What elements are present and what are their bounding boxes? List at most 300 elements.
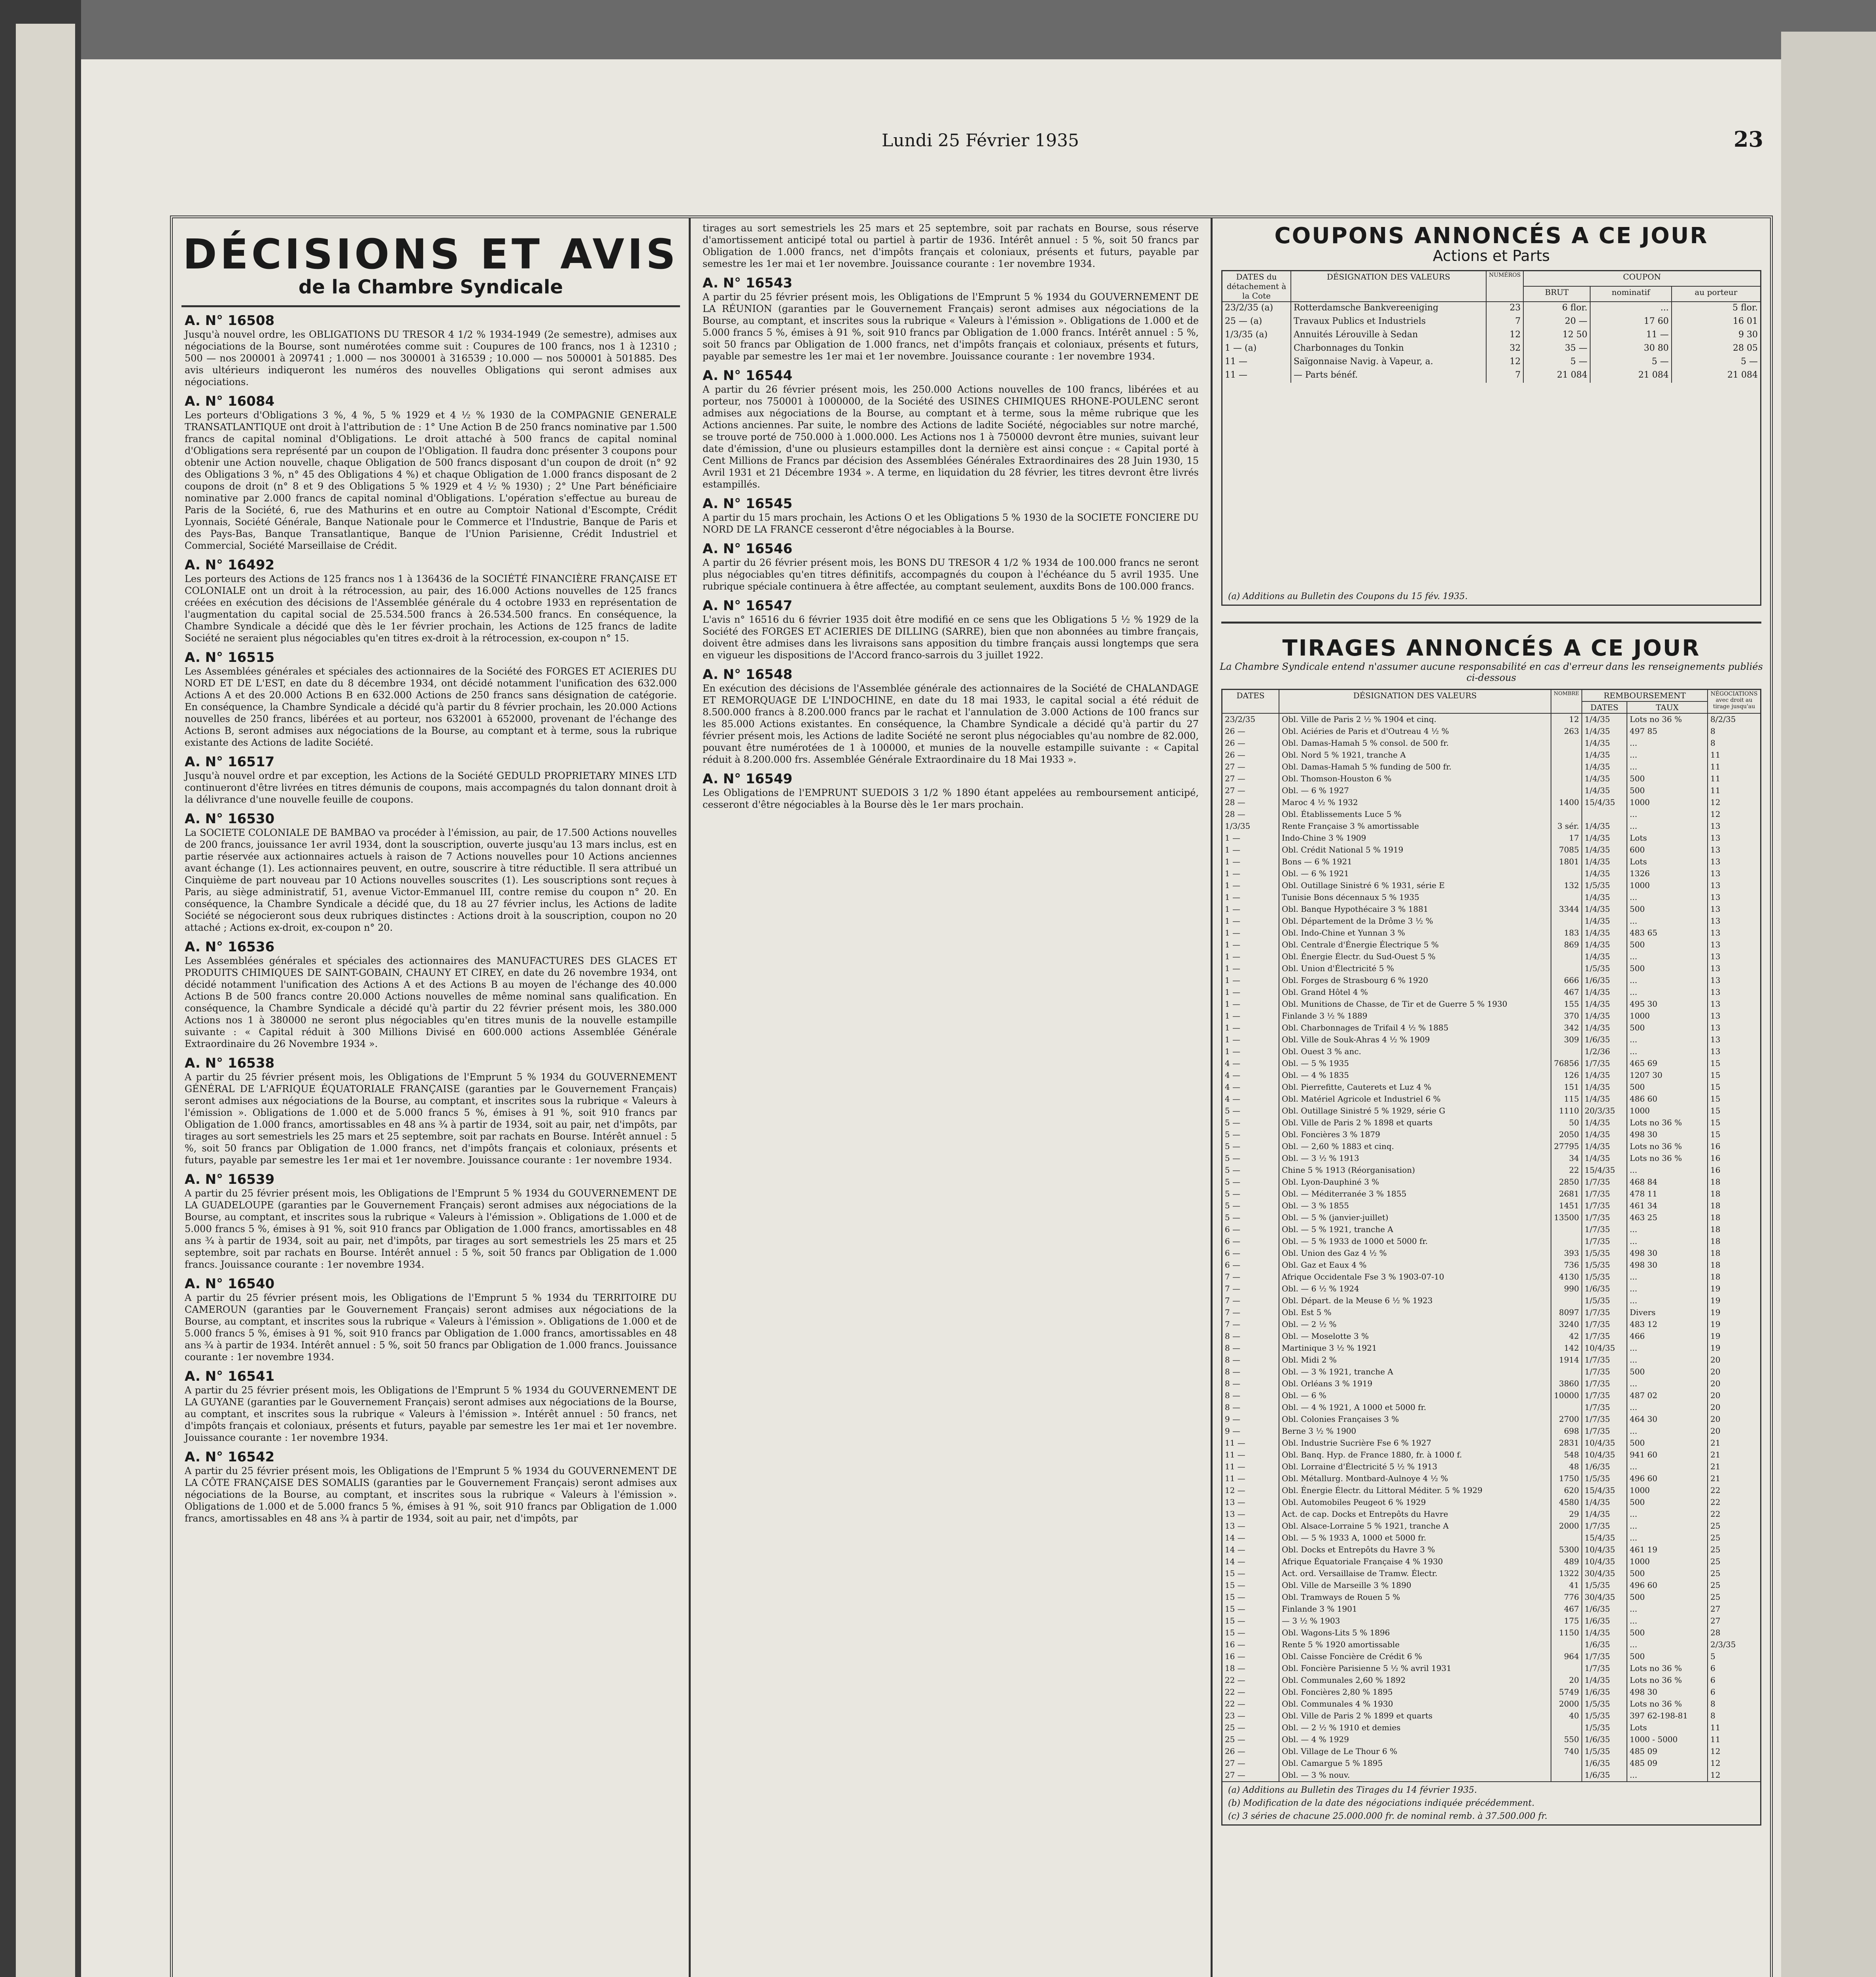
tirage-cell-rdate: 1/4/35 <box>1582 915 1627 927</box>
tirage-cell-nombre: 1914 <box>1551 1354 1582 1366</box>
tirage-cell-nego: 21 <box>1708 1473 1760 1485</box>
tirage-cell-rdate: 10/4/35 <box>1582 1544 1627 1556</box>
tirage-cell-nombre: 17 <box>1551 832 1582 844</box>
tirage-cell-date: 26 — <box>1225 738 1245 748</box>
decisions-title: DÉCISIONS ET AVIS <box>183 230 679 278</box>
tirage-cell-nombre: 13500 <box>1551 1212 1582 1224</box>
tirage-cell-nombre: 666 <box>1551 975 1582 987</box>
tirage-cell-taux: 496 60 <box>1627 1580 1708 1591</box>
tirage-cell-nombre <box>1551 809 1582 820</box>
tirage-cell-date: 11 — <box>1225 1462 1245 1471</box>
tirage-cell-taux: 1000 <box>1627 1556 1708 1568</box>
tirage-cell-taux: Lots no 36 % <box>1627 1153 1708 1164</box>
page-number: 23 <box>1733 127 1763 152</box>
tirage-cell-nego: 13 <box>1708 963 1760 975</box>
tirage-cell-nego: 20 <box>1708 1354 1760 1366</box>
column-decisions <box>173 218 691 1977</box>
tirage-row <box>1222 726 1760 737</box>
tirage-cell-rdate: 1/7/35 <box>1582 1200 1627 1212</box>
tirage-cell-name: Tunisie Bons décennaux 5 % 1935 <box>1279 892 1551 903</box>
tirage-cell-nombre: 5749 <box>1551 1686 1582 1698</box>
tirage-cell-name: Obl. Ville de Paris 2 % 1899 et quarts <box>1279 1710 1551 1722</box>
tirage-cell-name: Afrique Occidentale Fse 3 % 1903-07-10 <box>1279 1271 1551 1283</box>
coupon-cell-num: 32 <box>1486 342 1523 356</box>
tirage-cell-taux: ... <box>1627 749 1708 761</box>
tirage-cell-nego: 18 <box>1708 1259 1760 1271</box>
notice-text: A partir du 25 février présent mois, les Obligations de l'Emprunt 5 % 1934 du GOUVERNEMENT DE LA CÔTE FRANÇAISE DES SOMALIS (garanties par le Gouvernement Français) seront admises aux négociations de la Bourse, au comptant, et inscrites sous la rubrique « Valeurs à l'émission ». Obligations de 1.000 et de 5.000 francs 5 %, émises à 91 %, soit 910 francs par Obligation de 1.000 francs, amortissables en 48 ans ¾ à partir de 1934, soit au pair, net d'impôts, par <box>185 1465 677 1524</box>
column-tables <box>1213 218 1770 1977</box>
notice-text: Les porteurs d'Obligations 3 %, 4 %, 5 % 1929 et 4 ½ % 1930 de la COMPAGNIE GENERALE TRANSATLANTIQUE ont droit à l'attribution de : 1° Une Action B de 250 francs nominative par 1.500 francs de capital nominal d'Obligations. Le droit attaché à 500 francs de capital nominal d'Obligations sera représenté par un coupon de l'Obligation. Il faudra donc présenter 3 coupons pour obtenir une Action nouvelle, chaque Obligation de 500 francs disposant d'un coupon de droit (n° 92 des Obligations 3 %, n° 45 des Obligations 4 %) et chaque Obligation de 1.000 francs disposant de 2 coupons de droit (n° 8 et 9 des Obligations 5 % 1929 et 4 ½ % 1930) ; 2° Une Part bénéficiaire nominative par 2.000 francs de capital nominal d'Obligations. L'opération s'effectue au bureau de Paris de la Société, 6, rue des Mathurins et en outre au Comptoir National d'Escompte, Crédit Lyonnais, Société Générale, Banque Nationale pour le Commerce et l'Industrie, Banque de Paris et des Pays-Bas, Banque Transatlantique, Banque de l'Union Parisienne, Crédit Industriel et Commercial, Société Marseillaise de Crédit. <box>185 410 677 551</box>
tirage-cell-nombre: 1801 <box>1551 856 1582 868</box>
notice <box>703 222 1199 270</box>
tirage-cell-taux: ... <box>1627 1295 1708 1307</box>
tirage-cell-nombre: 1400 <box>1551 797 1582 809</box>
coupon-cell-porteur: 28 05 <box>1672 342 1760 356</box>
tirage-cell-name: Obl. Aciéries de Paris et d'Outreau 4 ½ % <box>1279 726 1551 737</box>
notice-text: A partir du 26 février présent mois, les BONS DU TRESOR 4 1/2 % 1934 de 100.000 francs ne seront plus négociables qu'en titres définitifs, accompagnés du coupon à l'échéance du 5 avril 1935. Une rubrique spéciale continuera à être affectée, au comptant seulement, auxdits Bons de 100.000 francs. <box>703 557 1199 592</box>
tirage-cell-rdate: 1/7/35 <box>1582 1236 1627 1247</box>
tirage-cell-date: 27 — <box>1225 1770 1245 1780</box>
tirage-cell-name: Obl. — 5 % 1933 A, 1000 et 5000 fr. <box>1279 1532 1551 1544</box>
tirage-cell-nombre <box>1551 737 1582 749</box>
tirage-cell-taux: ... <box>1627 1271 1708 1283</box>
tirage-cell-rdate: 1/4/35 <box>1582 832 1627 844</box>
tirage-cell-rdate: 10/4/35 <box>1582 1449 1627 1461</box>
tirage-cell-taux: 941 60 <box>1627 1449 1708 1461</box>
tirages-table-frame <box>1221 689 1761 1826</box>
notice <box>703 496 1199 535</box>
tirage-row <box>1222 1627 1760 1639</box>
tirage-cell-taux: 500 <box>1627 1568 1708 1580</box>
notice <box>185 313 677 388</box>
tirage-row <box>1222 785 1760 797</box>
tirage-cell-date: 5 — <box>1225 1189 1241 1198</box>
tirage-cell-taux: ... <box>1627 1769 1708 1781</box>
tirage-cell-date: 8 — <box>1225 1391 1241 1400</box>
tirage-cell-name: Obl. — 5 % (janvier-juillet) <box>1279 1212 1551 1224</box>
tirage-row <box>1222 1271 1760 1283</box>
tirage-cell-date: 1 — <box>1225 940 1241 949</box>
tirage-cell-nombre: 2700 <box>1551 1414 1582 1425</box>
tirage-cell-nego: 18 <box>1708 1200 1760 1212</box>
tirage-row <box>1222 1010 1760 1022</box>
tirage-row <box>1222 749 1760 761</box>
tirage-cell-date: 4 — <box>1225 1070 1241 1080</box>
notice <box>185 1055 677 1166</box>
tirage-row <box>1222 915 1760 927</box>
tirage-cell-nego: 25 <box>1708 1591 1760 1603</box>
tirage-cell-nombre: 29 <box>1551 1508 1582 1520</box>
tirage-cell-nombre: 990 <box>1551 1283 1582 1295</box>
tirage-row <box>1222 1141 1760 1153</box>
tirage-row <box>1222 1366 1760 1378</box>
coupon-cell-nominatif: 11 — <box>1590 329 1672 342</box>
coupon-cell-num: 7 <box>1486 316 1523 329</box>
tirage-cell-taux: 461 34 <box>1627 1200 1708 1212</box>
notice-number: A. N° 16538 <box>185 1055 275 1071</box>
tirage-cell-rdate: 1/7/35 <box>1582 1176 1627 1188</box>
tirage-row <box>1222 1319 1760 1331</box>
tirage-cell-date: 15 — <box>1225 1569 1245 1578</box>
tirage-cell-nego: 13 <box>1708 975 1760 987</box>
tirage-cell-nego: 8/2/35 <box>1708 713 1760 726</box>
notice <box>185 939 677 1050</box>
tirage-cell-nego: 11 <box>1708 1734 1760 1746</box>
tirage-cell-date: 14 — <box>1225 1557 1245 1566</box>
tirage-cell-nombre: 2050 <box>1551 1129 1582 1141</box>
tirage-cell-nego: 11 <box>1708 1722 1760 1734</box>
tirage-cell-name: Obl. — 6 % 1921 <box>1279 868 1551 880</box>
tirage-cell-name: Obl. Matériel Agricole et Industriel 6 % <box>1279 1093 1551 1105</box>
tirage-cell-name: Obl. Camargue 5 % 1895 <box>1279 1758 1551 1769</box>
tirage-cell-taux: 464 30 <box>1627 1414 1708 1425</box>
tirage-cell-name: Obl. Ville de Paris 2 ½ % 1904 et cinq. <box>1279 713 1551 726</box>
tirage-cell-name: Obl. — 2 ½ % <box>1279 1319 1551 1331</box>
tirage-cell-name: Maroc 4 ½ % 1932 <box>1279 797 1551 809</box>
tirage-cell-taux: 486 60 <box>1627 1093 1708 1105</box>
tirage-cell-date: 27 — <box>1225 762 1245 771</box>
tirage-cell-rdate: 1/7/35 <box>1582 1402 1627 1414</box>
tirage-cell-rdate: 1/4/35 <box>1582 713 1627 726</box>
tirage-cell-nombre: 1110 <box>1551 1105 1582 1117</box>
tirage-cell-taux: 500 <box>1627 903 1708 915</box>
tirage-row <box>1222 713 1760 726</box>
tirage-cell-date: 8 — <box>1225 1379 1241 1388</box>
tirage-cell-rdate: 1/4/35 <box>1582 1093 1627 1105</box>
tirage-cell-nombre: 41 <box>1551 1580 1582 1591</box>
tirage-cell-date: 1 — <box>1225 833 1241 843</box>
tirage-cell-date: 23 — <box>1225 1711 1245 1720</box>
tirage-cell-name: Obl. Ville de Souk-Ahras 4 ½ % 1909 <box>1279 1034 1551 1046</box>
tirage-cell-rdate: 1/4/35 <box>1582 856 1627 868</box>
tirage-row <box>1222 1022 1760 1034</box>
tirage-cell-name: Obl. — 3 ½ % 1913 <box>1279 1153 1551 1164</box>
tirage-row <box>1222 1639 1760 1651</box>
tirage-cell-date: 8 — <box>1225 1355 1241 1365</box>
tirage-cell-date: 23/2/35 <box>1225 714 1256 724</box>
tirage-cell-nombre: 467 <box>1551 987 1582 998</box>
tirage-cell-taux: Lots no 36 % <box>1627 1141 1708 1153</box>
tirage-cell-date: 1 — <box>1225 928 1241 937</box>
tirage-cell-name: Obl. — Méditerranée 3 % 1855 <box>1279 1188 1551 1200</box>
tirage-cell-nombre: 40 <box>1551 1710 1582 1722</box>
coupon-cell-nominatif: 21 084 <box>1590 369 1672 383</box>
tirage-cell-date: 6 — <box>1225 1225 1241 1234</box>
tirage-cell-nego: 27 <box>1708 1603 1760 1615</box>
tirage-cell-nego: 8 <box>1708 1698 1760 1710</box>
tirage-cell-nego: 15 <box>1708 1070 1760 1081</box>
tirage-cell-rdate: 1/4/35 <box>1582 987 1627 998</box>
coupon-row <box>1222 356 1760 369</box>
notice-text: Jusqu'à nouvel ordre, les OBLIGATIONS DU TRESOR 4 1/2 % 1934-1949 (2e semestre), admises aux négociations de la Bourse, sont numérotées comme suit : Coupures de 100 francs, nos 1 à 12310 ; 500 — nos 200001 à 209741 ; 1.000 — nos 300001 à 316539 ; 10.000 — nos 500001 à 501885. Des avis ultérieurs indiqueront les numéros des nouvelles Obligations qui seront admises aux négociations. <box>185 329 677 387</box>
coupon-cell-num: 12 <box>1486 329 1523 342</box>
tirage-cell-nombre: 467 <box>1551 1603 1582 1615</box>
page-header <box>170 119 1775 166</box>
tirage-cell-nombre: 370 <box>1551 1010 1582 1022</box>
tirage-cell-nego: 25 <box>1708 1532 1760 1544</box>
notice <box>185 1276 677 1363</box>
tirage-cell-taux: ... <box>1627 951 1708 963</box>
tirage-cell-rdate: 1/6/35 <box>1582 1639 1627 1651</box>
tirage-cell-name: Bons — 6 % 1921 <box>1279 856 1551 868</box>
notice-text: A partir du 25 février présent mois, les Obligations de l'Emprunt 5 % 1934 du GOUVERNEMENT DE LA GUYANE (garanties par le Gouvernement Français) seront admises aux négociations de la Bourse, au comptant, et inscrites sous la rubrique « Valeurs à l'émission ». Intérêt annuel : 50 francs, net d'impôts français et coloniaux, présents et futurs, payable par semestre les 1er mai et 1er novembre. Jouissance courante : 1er novembre 1934. <box>185 1385 677 1443</box>
coupon-row <box>1222 316 1760 329</box>
notice-number: A. N° 16547 <box>703 598 793 614</box>
tirage-cell-date: 1 — <box>1225 881 1241 890</box>
tirage-cell-nombre: 2831 <box>1551 1437 1582 1449</box>
tirage-cell-date: 15 — <box>1225 1592 1245 1602</box>
tirage-cell-nombre: 869 <box>1551 939 1582 951</box>
tirage-cell-nego: 12 <box>1708 809 1760 820</box>
tirage-cell-date: 5 — <box>1225 1201 1241 1210</box>
tirage-cell-rdate: 1/4/35 <box>1582 737 1627 749</box>
tirage-cell-date: 11 — <box>1225 1474 1245 1483</box>
tirage-cell-name: Obl. Midi 2 % <box>1279 1354 1551 1366</box>
tirage-cell-name: Obl. Crédit National 5 % 1919 <box>1279 844 1551 856</box>
tirage-cell-taux: 500 <box>1627 785 1708 797</box>
tirage-cell-date: 22 — <box>1225 1687 1245 1697</box>
notice <box>703 275 1199 362</box>
tirage-cell-rdate: 1/7/35 <box>1582 1651 1627 1663</box>
tirage-cell-taux: ... <box>1627 1034 1708 1046</box>
tirage-cell-nego: 15 <box>1708 1117 1760 1129</box>
tirage-cell-name: Chine 5 % 1913 (Réorganisation) <box>1279 1164 1551 1176</box>
tirage-cell-date: 5 — <box>1225 1142 1241 1151</box>
tirage-row <box>1222 1710 1760 1722</box>
tirage-cell-name: Obl. Établissements Luce 5 % <box>1279 809 1551 820</box>
tirage-row <box>1222 1153 1760 1164</box>
coupons-header-nominatif: nominatif <box>1590 286 1672 302</box>
tirage-cell-nombre: 550 <box>1551 1734 1582 1746</box>
tirage-cell-name: Obl. — 5 % 1921, tranche A <box>1279 1224 1551 1236</box>
tirage-cell-rdate: 1/5/35 <box>1582 963 1627 975</box>
tirage-cell-name: Obl. Damas-Hamah 5 % funding de 500 fr. <box>1279 761 1551 773</box>
tirage-cell-nombre: 4580 <box>1551 1497 1582 1508</box>
tirage-cell-nombre: 776 <box>1551 1591 1582 1603</box>
notice <box>185 811 677 934</box>
tirage-cell-rdate: 20/3/35 <box>1582 1105 1627 1117</box>
tirage-cell-date: 8 — <box>1225 1343 1241 1353</box>
notice-number: A. N° 16492 <box>185 557 275 573</box>
tirage-cell-taux: ... <box>1627 1224 1708 1236</box>
tirage-cell-nego: 25 <box>1708 1556 1760 1568</box>
notice-text: A partir du 15 mars prochain, les Actions O et les Obligations 5 % 1930 de la SOCIETE FONCIERE DU NORD DE LA FRANCE cesseront d'être négociables à la Bourse. <box>703 512 1199 535</box>
tirage-cell-rdate: 1/5/35 <box>1582 1580 1627 1591</box>
tirage-cell-nego: 6 <box>1708 1663 1760 1675</box>
tirage-row <box>1222 1212 1760 1224</box>
notice <box>185 1368 677 1444</box>
notice-text: A partir du 25 février présent mois, les Obligations de l'Emprunt 5 % 1934 du TERRITOIRE DU CAMEROUN (garanties par le Gouvernement Français) seront admises aux négociations de la Bourse, au comptant, et inscrites sous la rubrique « Valeurs à l'émission ». Obligations de 1.000 et de 5.000 francs 5 %, émises à 91 %, soit 910 francs par Obligation de 1.000 francs, amortissables en 48 ans ¾ à partir de 1934. Intérêt annuel : 5 %, soit 50 francs par Obligation de 1.000 francs. Jouissance courante : 1er novembre 1934. <box>185 1292 677 1363</box>
tirage-cell-date: 14 — <box>1225 1545 1245 1554</box>
tirage-cell-rdate: 1/4/35 <box>1582 951 1627 963</box>
tirage-cell-name: Obl. Centrale d'Énergie Électrique 5 % <box>1279 939 1551 951</box>
tirage-cell-nego: 13 <box>1708 880 1760 892</box>
notices-list <box>691 222 1211 811</box>
tirage-cell-name: Obl. — 6 % 1927 <box>1279 785 1551 797</box>
tirage-cell-nego: 12 <box>1708 797 1760 809</box>
tirage-cell-nego: 20 <box>1708 1402 1760 1414</box>
tirage-row <box>1222 1473 1760 1485</box>
tirage-row <box>1222 1034 1760 1046</box>
tirage-cell-rdate: 1/5/35 <box>1582 1722 1627 1734</box>
tirage-row <box>1222 820 1760 832</box>
tirage-cell-nombre: 489 <box>1551 1556 1582 1568</box>
tirage-cell-nombre: 22 <box>1551 1164 1582 1176</box>
tirages-table <box>1222 690 1760 1781</box>
tirage-cell-nombre: 50 <box>1551 1117 1582 1129</box>
tirage-row <box>1222 1544 1760 1556</box>
tirage-cell-date: 7 — <box>1225 1296 1241 1305</box>
tirage-cell-nombre: 3860 <box>1551 1378 1582 1390</box>
coupons-title: COUPONS ANNONCÉS A CE JOUR <box>1274 223 1708 249</box>
tirage-cell-taux: Lots no 36 % <box>1627 1698 1708 1710</box>
tirage-cell-name: Obl. Foncières 3 % 1879 <box>1279 1129 1551 1141</box>
tirage-cell-nombre: 42 <box>1551 1331 1582 1342</box>
coupon-cell-num: 23 <box>1486 302 1523 316</box>
tirage-cell-rdate: 1/5/35 <box>1582 1247 1627 1259</box>
tirage-cell-nego: 18 <box>1708 1188 1760 1200</box>
tirage-cell-rdate: 1/7/35 <box>1582 1307 1627 1319</box>
tirage-cell-name: Obl. Damas-Hamah 5 % consol. de 500 fr. <box>1279 737 1551 749</box>
notice-text: La SOCIETE COLONIALE DE BAMBAO va procéder à l'émission, au pair, de 17.500 Actions nouvelles de 200 francs, jouissance 1er avril 1934, dont la souscription, ouverte jusqu'au 13 mars inclus, est en partie réservée aux actionnaires actuels à raison de 7 Actions nouvelles pour 10 Actions anciennes avant échange (1). Les actionnaires peuvent, en outre, souscrire à titre réductible. Il sera attribué un Cinquième de part nouveau par 10 Actions nouvelles souscrites (1). Les souscriptions sont reçues à Paris, au siège administratif, 51, avenue Victor-Emmanuel III, contre remise du coupon n° 20. En conséquence, la Chambre Syndicale a décidé que, du 18 au 27 février inclus, les Actions de ladite Société se négocieront sous deux rubriques distinctes : Actions droit à la souscription, coupon no 20 attaché ; Actions ex-droit, ex-coupon n° 20. <box>185 827 677 933</box>
tirage-cell-taux: 487 02 <box>1627 1390 1708 1402</box>
tirage-row <box>1222 1591 1760 1603</box>
tirage-cell-rdate: 1/4/35 <box>1582 726 1627 737</box>
tirage-cell-nombre <box>1551 1295 1582 1307</box>
tirage-cell-nombre <box>1551 1046 1582 1058</box>
tirage-cell-nego: 25 <box>1708 1580 1760 1591</box>
tirage-cell-rdate: 1/7/35 <box>1582 1212 1627 1224</box>
tirage-cell-nego: 18 <box>1708 1224 1760 1236</box>
tirage-cell-nombre <box>1551 1366 1582 1378</box>
tirage-cell-rdate: 1/4/35 <box>1582 1508 1627 1520</box>
coupon-row <box>1222 329 1760 342</box>
tirage-cell-nombre: 48 <box>1551 1461 1582 1473</box>
tirage-cell-taux: 397 62-198-81 <box>1627 1710 1708 1722</box>
tirage-cell-taux: 500 <box>1627 1366 1708 1378</box>
tirage-cell-date: 13 — <box>1225 1497 1245 1507</box>
coupons-header-numeros: NUMÉROS <box>1486 271 1523 302</box>
tirage-cell-taux: 1000 <box>1627 1105 1708 1117</box>
tirage-cell-nego: 22 <box>1708 1508 1760 1520</box>
tirage-cell-nombre <box>1551 761 1582 773</box>
tirage-row <box>1222 1046 1760 1058</box>
tirage-cell-nombre: 3344 <box>1551 903 1582 915</box>
tirage-cell-nego: 15 <box>1708 1081 1760 1093</box>
tirage-cell-taux: 495 30 <box>1627 998 1708 1010</box>
tirage-cell-nombre <box>1551 963 1582 975</box>
tirage-cell-name: Obl. — 3 % 1921, tranche A <box>1279 1366 1551 1378</box>
tirage-cell-rdate: 15/4/35 <box>1582 797 1627 809</box>
tirage-cell-date: 28 — <box>1225 809 1245 819</box>
tirages-header-designation: DÉSIGNATION DES VALEURS <box>1279 690 1551 713</box>
tirage-cell-name: Obl. Communales 4 % 1930 <box>1279 1698 1551 1710</box>
tirage-cell-nombre: 342 <box>1551 1022 1582 1034</box>
tirage-cell-name: Obl. Gaz et Eaux 4 % <box>1279 1259 1551 1271</box>
tirage-cell-name: Obl. — 3 % 1855 <box>1279 1200 1551 1212</box>
tirage-cell-nombre: 393 <box>1551 1247 1582 1259</box>
notice-number: A. N° 16540 <box>185 1276 275 1292</box>
tirage-cell-nego: 22 <box>1708 1485 1760 1497</box>
tirages-header-remboursement: REMBOURSEMENT <box>1582 690 1708 701</box>
tirage-cell-nego: 19 <box>1708 1307 1760 1319</box>
coupon-cell-porteur: 5 flor. <box>1672 302 1760 316</box>
tirage-cell-taux: ... <box>1627 1508 1708 1520</box>
coupon-cell-porteur: 16 01 <box>1672 316 1760 329</box>
tirage-cell-rdate: 1/4/35 <box>1582 844 1627 856</box>
tirage-cell-name: Obl. — 4 % 1835 <box>1279 1070 1551 1081</box>
tirage-cell-taux: 497 85 <box>1627 726 1708 737</box>
tirage-cell-nombre: 1322 <box>1551 1568 1582 1580</box>
tirage-cell-name: Obl. Automobiles Peugeot 6 % 1929 <box>1279 1497 1551 1508</box>
tirage-row <box>1222 1164 1760 1176</box>
tirage-cell-name: Obl. Foncières 2,80 % 1895 <box>1279 1686 1551 1698</box>
tirage-cell-nombre <box>1551 1532 1582 1544</box>
tirage-cell-rdate: 1/4/35 <box>1582 1627 1627 1639</box>
tirage-cell-taux: 485 09 <box>1627 1758 1708 1769</box>
coupon-cell-nominatif: 17 60 <box>1590 316 1672 329</box>
tirage-cell-nombre: 76856 <box>1551 1058 1582 1070</box>
tirage-cell-nombre: 3 sér. <box>1551 820 1582 832</box>
tirage-cell-date: 8 — <box>1225 1331 1241 1341</box>
tirage-cell-name: Obl. Énergie Électr. du Sud-Ouest 5 % <box>1279 951 1551 963</box>
tirage-cell-nego: 20 <box>1708 1366 1760 1378</box>
tirage-cell-nego: 11 <box>1708 749 1760 761</box>
coupon-cell-date: 11 — <box>1225 357 1247 367</box>
tirages-title: TIRAGES ANNONCÉS A CE JOUR <box>1282 635 1700 661</box>
tirage-cell-name: Obl. Pierrefitte, Cauterets et Luz 4 % <box>1279 1081 1551 1093</box>
tirage-cell-nombre: 12 <box>1551 713 1582 726</box>
tirage-cell-nombre: 115 <box>1551 1093 1582 1105</box>
notice-text: Jusqu'à nouvel ordre et par exception, les Actions de la Société GEDULD PROPRIETARY MINES LTD continueront d'être livrées en titres démunis de coupons, mais accompagnés du talon donnant droit à la délivrance d'une nouvelle feuille de coupons. <box>185 770 677 805</box>
tirage-cell-name: Obl. Thomson-Houston 6 % <box>1279 773 1551 785</box>
tirage-cell-rdate: 1/6/35 <box>1582 1758 1627 1769</box>
tirages-header-dates: DATES <box>1222 690 1279 713</box>
right-page-edge <box>1781 32 1876 1977</box>
tirage-cell-date: 8 — <box>1225 1402 1241 1412</box>
tirage-cell-rdate: 1/5/35 <box>1582 1271 1627 1283</box>
tirage-cell-name: Obl. Outillage Sinistré 6 % 1931, série E <box>1279 880 1551 892</box>
tirage-cell-nombre <box>1551 785 1582 797</box>
tirage-row <box>1222 880 1760 892</box>
tirage-cell-date: 26 — <box>1225 750 1245 760</box>
tirage-row <box>1222 1532 1760 1544</box>
tirage-cell-rdate: 30/4/35 <box>1582 1591 1627 1603</box>
tirage-cell-nombre <box>1551 868 1582 880</box>
notice <box>703 368 1199 490</box>
column-notices <box>691 218 1213 1977</box>
tirage-cell-nombre: 151 <box>1551 1081 1582 1093</box>
tirage-cell-name: Obl. — 5 % 1933 de 1000 et 5000 fr. <box>1279 1236 1551 1247</box>
tirage-row <box>1222 1722 1760 1734</box>
tirage-cell-date: 1 — <box>1225 869 1241 878</box>
coupon-cell-porteur: 9 30 <box>1672 329 1760 342</box>
coupon-cell-date: 1/3/35 (a) <box>1225 330 1268 340</box>
tirage-row <box>1222 975 1760 987</box>
tirage-row <box>1222 1295 1760 1307</box>
tirage-cell-nego: 13 <box>1708 1010 1760 1022</box>
tirage-cell-rdate: 1/4/35 <box>1582 1497 1627 1508</box>
tirage-row <box>1222 809 1760 820</box>
tirage-row <box>1222 1105 1760 1117</box>
page-date: Lundi 25 Février 1935 <box>882 130 1079 151</box>
notice <box>185 650 677 748</box>
tirage-row <box>1222 1058 1760 1070</box>
tirage-cell-date: 7 — <box>1225 1284 1241 1293</box>
tirage-cell-nombre: 183 <box>1551 927 1582 939</box>
tirage-cell-taux: 500 <box>1627 1081 1708 1093</box>
tirage-cell-taux: ... <box>1627 1425 1708 1437</box>
